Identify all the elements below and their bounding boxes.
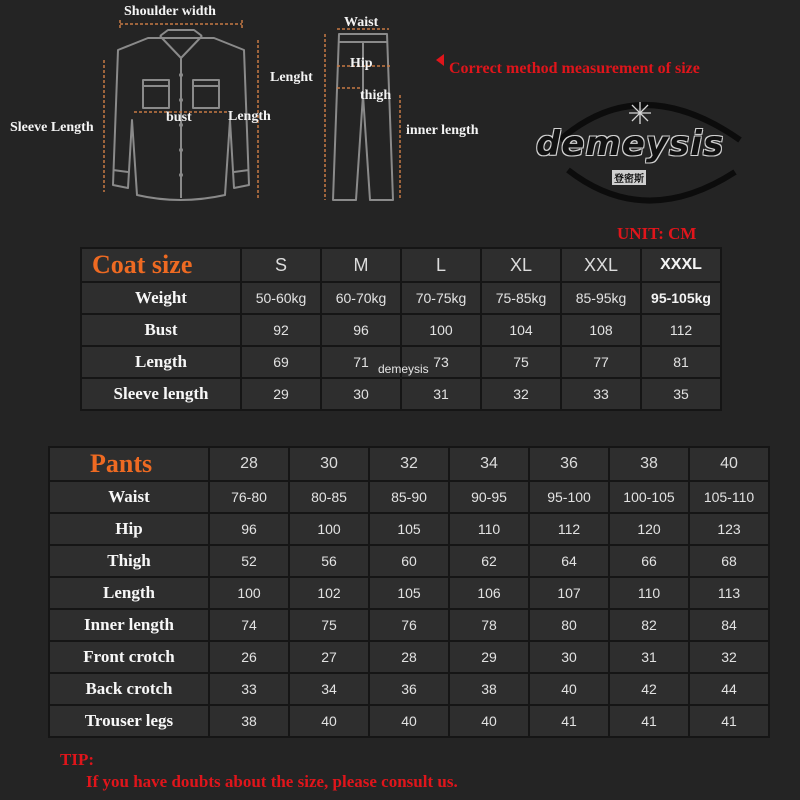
table-row [49, 545, 769, 577]
pants-size-40: 40 [689, 447, 769, 481]
brand-logo: demeysis [536, 124, 725, 164]
row-label: Hip [49, 513, 209, 545]
pants-table-title: Pants [49, 447, 209, 481]
table-cell: 112 [529, 513, 609, 545]
table-cell: 32 [481, 378, 561, 410]
table-row [49, 609, 769, 641]
table-row [81, 282, 721, 314]
table-cell: 29 [449, 641, 529, 673]
table-cell: 40 [289, 705, 369, 737]
table-cell: 41 [609, 705, 689, 737]
table-cell: 76-80 [209, 481, 289, 513]
table-cell: 110 [449, 513, 529, 545]
table-cell: 82 [609, 609, 689, 641]
table-cell: 110 [609, 577, 689, 609]
table-cell: 73 [401, 346, 481, 378]
table-cell: 70-75kg [401, 282, 481, 314]
watermark: demeysis [378, 362, 429, 376]
table-cell: 85-95kg [561, 282, 641, 314]
row-label: Front crotch [49, 641, 209, 673]
table-cell: 78 [449, 609, 529, 641]
table-cell: 75-85kg [481, 282, 561, 314]
table-cell: 120 [609, 513, 689, 545]
table-cell: 71 [321, 346, 401, 378]
table-cell: 84 [689, 609, 769, 641]
table-cell: 69 [241, 346, 321, 378]
row-label: Thigh [49, 545, 209, 577]
coat-size-xl: XL [481, 248, 561, 282]
table-cell: 62 [449, 545, 529, 577]
table-cell: 41 [529, 705, 609, 737]
label-waist: Waist [344, 15, 379, 30]
coat-size-s: S [241, 248, 321, 282]
measurement-diagram [0, 0, 800, 230]
table-cell: 100-105 [609, 481, 689, 513]
pants-size-38: 38 [609, 447, 689, 481]
table-cell: 76 [369, 609, 449, 641]
table-cell: 42 [609, 673, 689, 705]
table-cell: 30 [321, 378, 401, 410]
table-cell: 30 [529, 641, 609, 673]
table-cell: 105 [369, 513, 449, 545]
table-row [49, 481, 769, 513]
table-cell: 35 [641, 378, 721, 410]
brand-logo-subtitle: 登密斯 [612, 170, 646, 185]
table-cell: 36 [369, 673, 449, 705]
label-pants-length: Lenght [270, 70, 313, 85]
table-cell: 77 [561, 346, 641, 378]
table-cell: 26 [209, 641, 289, 673]
table-cell: 40 [369, 705, 449, 737]
table-cell: 33 [209, 673, 289, 705]
method-note: Correct method measurement of size [449, 60, 700, 77]
table-cell: 95-105kg [641, 282, 721, 314]
table-row [81, 314, 721, 346]
row-label: Back crotch [49, 673, 209, 705]
table-row [49, 705, 769, 737]
table-cell: 123 [689, 513, 769, 545]
table-cell: 113 [689, 577, 769, 609]
pants-size-28: 28 [209, 447, 289, 481]
table-row [49, 673, 769, 705]
tip-text: If you have doubts about the size, please consult us. [86, 772, 458, 791]
pants-size-32: 32 [369, 447, 449, 481]
row-label: Weight [81, 282, 241, 314]
coat-table-title: Coat size [81, 248, 241, 282]
table-cell: 75 [289, 609, 369, 641]
table-cell: 107 [529, 577, 609, 609]
coat-size-table [80, 247, 722, 411]
coat-size-xxl: XXL [561, 248, 641, 282]
table-cell: 41 [689, 705, 769, 737]
pants-size-36: 36 [529, 447, 609, 481]
pants-header-row [49, 447, 769, 481]
table-cell: 56 [289, 545, 369, 577]
table-cell: 74 [209, 609, 289, 641]
table-cell: 34 [289, 673, 369, 705]
label-hip: Hip [350, 56, 373, 71]
table-cell: 66 [609, 545, 689, 577]
table-cell: 102 [289, 577, 369, 609]
table-cell: 105-110 [689, 481, 769, 513]
table-cell: 60 [369, 545, 449, 577]
table-cell: 90-95 [449, 481, 529, 513]
table-cell: 96 [209, 513, 289, 545]
table-cell: 96 [321, 314, 401, 346]
snowflake-icon [629, 102, 651, 124]
label-inner-length: inner length [406, 123, 479, 138]
row-label: Length [81, 346, 241, 378]
table-cell: 33 [561, 378, 641, 410]
table-row [49, 513, 769, 545]
label-thigh: thigh [360, 88, 392, 103]
coat-header-row [81, 248, 721, 282]
table-cell: 40 [529, 673, 609, 705]
table-cell: 31 [609, 641, 689, 673]
row-label: Bust [81, 314, 241, 346]
table-cell: 100 [209, 577, 289, 609]
table-cell: 95-100 [529, 481, 609, 513]
coat-size-xxxl: XXXL [641, 248, 721, 282]
table-row [49, 577, 769, 609]
table-cell: 50-60kg [241, 282, 321, 314]
table-cell: 44 [689, 673, 769, 705]
table-cell: 81 [641, 346, 721, 378]
pants-size-30: 30 [289, 447, 369, 481]
row-label: Sleeve length [81, 378, 241, 410]
row-label: Trouser legs [49, 705, 209, 737]
table-cell: 52 [209, 545, 289, 577]
coat-size-m: M [321, 248, 401, 282]
table-row [81, 378, 721, 410]
coat-size-l: L [401, 248, 481, 282]
table-cell: 108 [561, 314, 641, 346]
table-cell: 32 [689, 641, 769, 673]
table-cell: 64 [529, 545, 609, 577]
table-cell: 105 [369, 577, 449, 609]
table-cell: 60-70kg [321, 282, 401, 314]
table-cell: 28 [369, 641, 449, 673]
table-cell: 80 [529, 609, 609, 641]
arrow-left-icon [436, 54, 444, 66]
table-cell: 27 [289, 641, 369, 673]
label-sleeve-length: Sleeve Length [10, 120, 94, 135]
label-coat-length: Length [228, 109, 271, 124]
row-label: Waist [49, 481, 209, 513]
row-label: Length [49, 577, 209, 609]
table-cell: 38 [209, 705, 289, 737]
table-cell: 92 [241, 314, 321, 346]
table-cell: 38 [449, 673, 529, 705]
table-cell: 100 [289, 513, 369, 545]
label-bust: bust [166, 110, 192, 125]
pants-size-table [48, 446, 770, 738]
table-cell: 112 [641, 314, 721, 346]
table-cell: 75 [481, 346, 561, 378]
table-row [49, 641, 769, 673]
table-cell: 106 [449, 577, 529, 609]
table-cell: 104 [481, 314, 561, 346]
table-cell: 80-85 [289, 481, 369, 513]
pants-size-34: 34 [449, 447, 529, 481]
unit-label: UNIT: CM [617, 224, 697, 243]
label-shoulder-width: Shoulder width [124, 4, 216, 19]
tip-heading: TIP: [60, 750, 94, 769]
row-label: Inner length [49, 609, 209, 641]
table-cell: 29 [241, 378, 321, 410]
table-cell: 100 [401, 314, 481, 346]
table-cell: 68 [689, 545, 769, 577]
table-cell: 40 [449, 705, 529, 737]
table-cell: 85-90 [369, 481, 449, 513]
table-cell: 31 [401, 378, 481, 410]
